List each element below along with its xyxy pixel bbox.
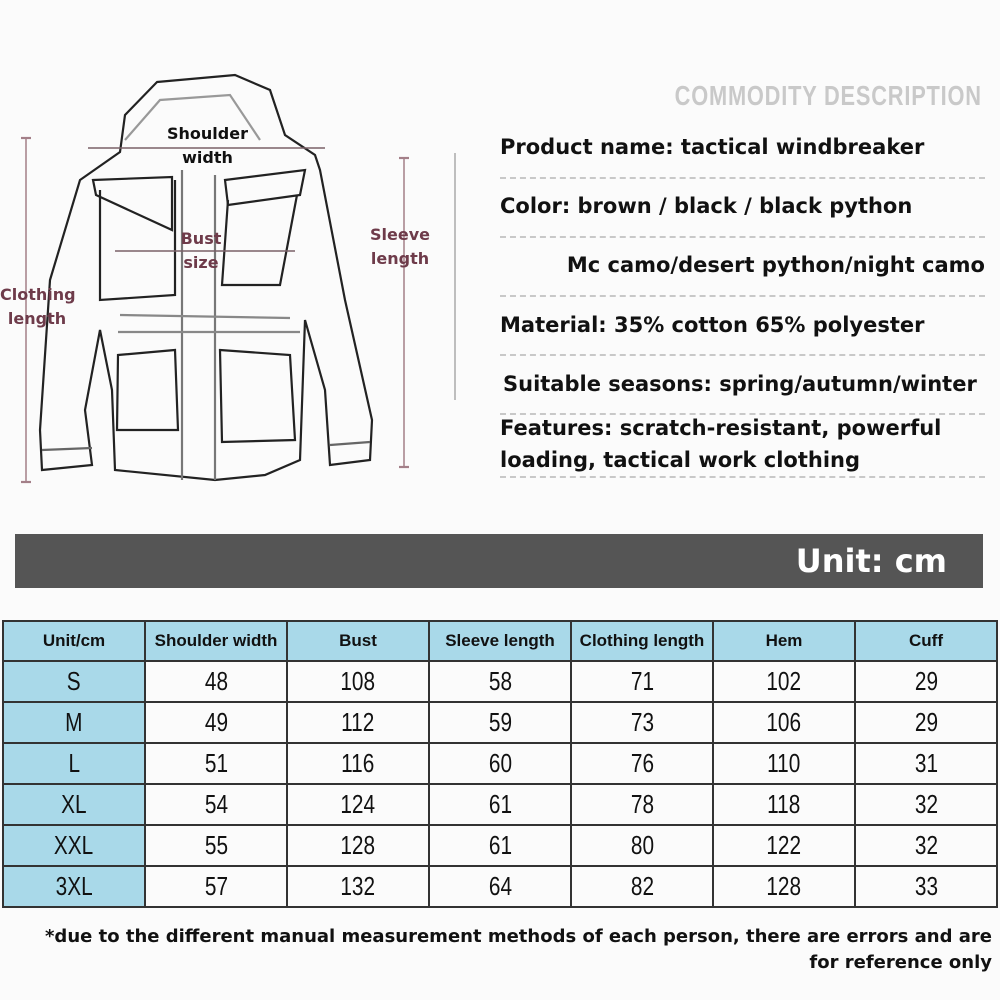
cell-text: 54 [204, 789, 228, 819]
cell-text: 108 [340, 666, 376, 696]
header-cell: Cuff [855, 621, 997, 661]
table-row [3, 866, 997, 907]
value-cell [855, 784, 997, 825]
cell-text: 32 [914, 789, 938, 819]
value-cell [287, 825, 429, 866]
cell-text: 58 [488, 666, 512, 696]
divider [500, 295, 985, 297]
sleeve-length-label: Sleeve length [370, 225, 430, 268]
divider [500, 236, 985, 238]
cell-text: 78 [630, 789, 654, 819]
cell-text: XL [61, 789, 87, 819]
size-cell [3, 825, 145, 866]
cell-text: 57 [204, 871, 228, 901]
cell-text: 112 [341, 707, 375, 737]
value-cell [713, 784, 855, 825]
value-cell [287, 702, 429, 743]
value-cell [145, 702, 287, 743]
value-cell [145, 825, 287, 866]
cell-text: 82 [630, 871, 654, 901]
value-cell [429, 784, 571, 825]
value-cell [571, 866, 713, 907]
desc-product-name: Product name: tactical windbreaker [500, 135, 925, 159]
value-cell [287, 784, 429, 825]
value-cell [287, 866, 429, 907]
size-cell [3, 784, 145, 825]
value-cell [855, 866, 997, 907]
value-cell [571, 702, 713, 743]
cell-text: 132 [340, 871, 376, 901]
cell-text: 31 [914, 748, 938, 778]
desc-material: Material: 35% cotton 65% polyester [500, 313, 925, 337]
value-cell [571, 825, 713, 866]
value-cell [429, 702, 571, 743]
cell-text: 48 [204, 666, 228, 696]
size-cell [3, 866, 145, 907]
value-cell [429, 743, 571, 784]
desc-features: Features: scratch-resistant, powerful loading, tactical work clothing [500, 416, 942, 472]
cell-text: 122 [766, 830, 802, 860]
value-cell [713, 661, 855, 702]
cell-text: 49 [204, 707, 228, 737]
size-cell [3, 661, 145, 702]
value-cell [145, 661, 287, 702]
size-table [2, 620, 998, 908]
cell-text: 61 [488, 789, 512, 819]
divider [500, 354, 985, 356]
footnote: *due to the different manual measurement methods of each person, there are errors and are for reference only [45, 926, 992, 973]
shoulder-width-label: Shoulder width [167, 124, 248, 167]
header-cell: Unit/cm [3, 621, 145, 661]
cell-text: 55 [204, 830, 228, 860]
table-row [3, 702, 997, 743]
value-cell [713, 743, 855, 784]
value-cell [713, 702, 855, 743]
cell-text: S [67, 666, 81, 696]
table-row [3, 661, 997, 702]
cell-text: 61 [488, 830, 512, 860]
cell-text: 32 [914, 830, 938, 860]
value-cell [855, 825, 997, 866]
cell-text: XXL [54, 830, 94, 860]
value-cell [713, 825, 855, 866]
value-cell [571, 661, 713, 702]
header-cell: Clothing length [571, 621, 713, 661]
table-row [3, 743, 997, 784]
value-cell [429, 825, 571, 866]
cell-text: 124 [340, 789, 376, 819]
size-cell [3, 702, 145, 743]
header-cell: Shoulder width [145, 621, 287, 661]
table-row [3, 825, 997, 866]
value-cell [429, 661, 571, 702]
cell-text: 29 [914, 666, 938, 696]
cell-text: 60 [488, 748, 512, 778]
cell-text: 116 [341, 748, 375, 778]
value-cell [713, 866, 855, 907]
cell-text: 73 [630, 707, 654, 737]
cell-text: 3XL [55, 871, 93, 901]
value-cell [571, 743, 713, 784]
value-cell [287, 743, 429, 784]
cell-text: 76 [630, 748, 654, 778]
value-cell [287, 661, 429, 702]
table-header-row [3, 621, 997, 661]
cell-text: 102 [766, 666, 802, 696]
cell-text: 80 [630, 830, 654, 860]
divider [500, 476, 985, 478]
desc-color-cont: Mc camo/desert python/night camo [566, 253, 985, 277]
desc-seasons: Suitable seasons: spring/autumn/winter [503, 372, 977, 396]
value-cell [145, 866, 287, 907]
cell-text: L [68, 748, 80, 778]
value-cell [145, 743, 287, 784]
commodity-description-heading: COMMODITY DESCRIPTION [674, 80, 982, 111]
cell-text: 64 [488, 871, 512, 901]
cell-text: 118 [767, 789, 801, 819]
value-cell [855, 661, 997, 702]
cell-text: 51 [204, 748, 228, 778]
header-cell: Sleeve length [429, 621, 571, 661]
header-cell: Bust [287, 621, 429, 661]
cell-text: 59 [488, 707, 512, 737]
cell-text: 106 [766, 707, 802, 737]
value-cell [145, 784, 287, 825]
cell-text: 128 [766, 871, 802, 901]
cell-text: 29 [914, 707, 938, 737]
value-cell [429, 866, 571, 907]
desc-color: Color: brown / black / black python [500, 194, 913, 218]
cell-text: 110 [767, 748, 801, 778]
value-cell [571, 784, 713, 825]
size-cell [3, 743, 145, 784]
cell-text: 33 [914, 871, 938, 901]
cell-text: 71 [630, 666, 654, 696]
cell-text: 128 [340, 830, 376, 860]
header-cell: Hem [713, 621, 855, 661]
clothing-length-label: Clothing length [0, 285, 76, 328]
bust-size-label: Bust size [180, 229, 222, 272]
cell-text: M [65, 707, 83, 737]
table-row [3, 784, 997, 825]
unit-banner: Unit: cm [15, 534, 983, 588]
value-cell [855, 743, 997, 784]
divider [500, 177, 985, 179]
value-cell [855, 702, 997, 743]
